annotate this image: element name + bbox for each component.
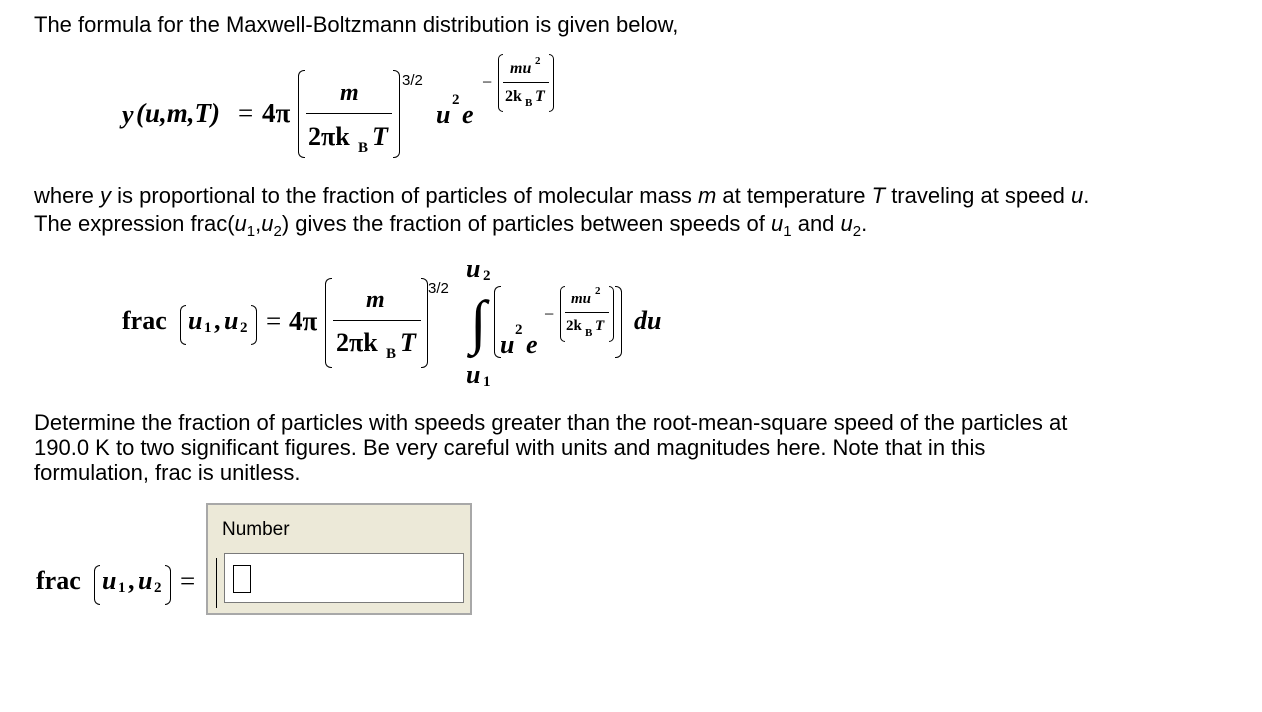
f2-args-paren-left [180,305,186,345]
f1-u-exp: 2 [452,92,460,108]
f2-exp-bar [565,312,609,313]
f2-four-pi: 4π [289,306,318,336]
ans-u2: u [138,566,153,595]
f1-paren-left [298,70,305,158]
f1-e: e [462,100,474,129]
f2-exp-paren-right [609,286,614,342]
f2-power: 3/2 [428,280,449,297]
f1-num-m: m [340,80,359,106]
f2-exp-t: T [595,318,605,334]
f1-exp-2k: 2k [505,88,522,105]
f1-exp-mu: mu [510,60,532,77]
f2-du: du [634,306,662,335]
text-cursor-box [233,565,251,593]
integral-sign: ∫ [470,289,487,355]
f1-exp-t: T [535,88,545,105]
f2-lower-limit: u [466,360,481,389]
question-line-3: formulation, frac is unitless. [34,460,301,485]
answer-panel [206,503,472,615]
f2-integrand-paren-right [615,286,622,358]
number-label: Number [222,519,290,540]
f1-den-sub-b: B [358,140,369,156]
f1-exp-paren-left [498,54,503,112]
f2-upper-limit: u [466,254,481,283]
f1-args: (u,m,T) [136,98,220,128]
f1-exp-minus: − [482,72,493,92]
f2-u: u [500,330,515,359]
f1-exp-mu-exp: 2 [535,55,541,67]
ans-paren-left [94,565,100,605]
f2-args-paren-right [251,305,257,345]
f2-paren-left [325,278,332,368]
ans-paren-right [165,565,171,605]
f2-u1-sub: 1 [204,320,212,336]
f2-exp-sub-b: B [585,327,593,339]
question-line-2: 190.0 K to two significant figures. Be very careful with units and magnitudes here. Note that in this [34,435,986,460]
f2-num-m: m [366,287,385,313]
ans-u2-sub: 2 [154,580,162,596]
f2-upper-sub: 2 [483,268,491,284]
f2-u-exp: 2 [515,322,523,338]
f2-e: e [526,330,538,359]
desc-line-1: where y is proportional to the fraction of particles of molecular mass m at temperature T traveling at speed u. [34,183,1090,208]
f2-exp-2k: 2k [566,318,582,334]
f2-u1: u [188,306,203,335]
intro-text: The formula for the Maxwell-Boltzmann distribution is given below, [34,12,679,37]
f1-u: u [436,100,451,129]
f2-u2: u [224,306,239,335]
number-input[interactable] [224,553,464,603]
f1-frac-bar [306,113,392,114]
f2-exp-paren-left [560,286,565,342]
f2-u2-sub: 2 [240,320,248,336]
f1-exp-bar [503,82,549,83]
f2-den-sub-b: B [386,346,397,362]
desc-line-2: The expression $frac(u_1,u_2)$ gives the fraction of particles between speeds of $u_1$ and $u_2$. [34,211,868,240]
f2-frac-bar [333,320,421,321]
ans-frac: frac [36,566,81,595]
f1-equals: = [238,98,254,128]
f2-lower-sub: 1 [483,374,491,390]
f2-frac: frac [122,306,167,335]
f1-paren-right [393,70,400,158]
f1-power: 3/2 [402,72,423,89]
answer-panel-divider [216,558,217,608]
f2-den-2pik: 2πk [336,328,378,357]
f2-comma: , [214,306,221,335]
f2-equals: = [266,306,282,336]
f1-four-pi: 4π [262,98,291,128]
f1-exp-paren-right [549,54,554,112]
f2-exp-minus: − [544,304,555,324]
f2-den-t: T [400,328,416,357]
f1-exp-sub-b: B [525,97,533,109]
question-line-1: Determine the fraction of particles with speeds greater than the root-mean-square speed of the particles at [34,410,1068,435]
f1-y: y [122,100,134,129]
f2-exp-mu-exp: 2 [595,285,601,297]
f2-paren-right [421,278,428,368]
ans-equals: = [180,566,196,596]
ans-u1: u [102,566,117,595]
ans-comma: , [128,566,135,595]
f1-den-2pik: 2πk [308,122,350,151]
f2-exp-mu: mu [571,291,592,307]
ans-u1-sub: 1 [118,580,126,596]
f1-den-t: T [372,122,388,151]
